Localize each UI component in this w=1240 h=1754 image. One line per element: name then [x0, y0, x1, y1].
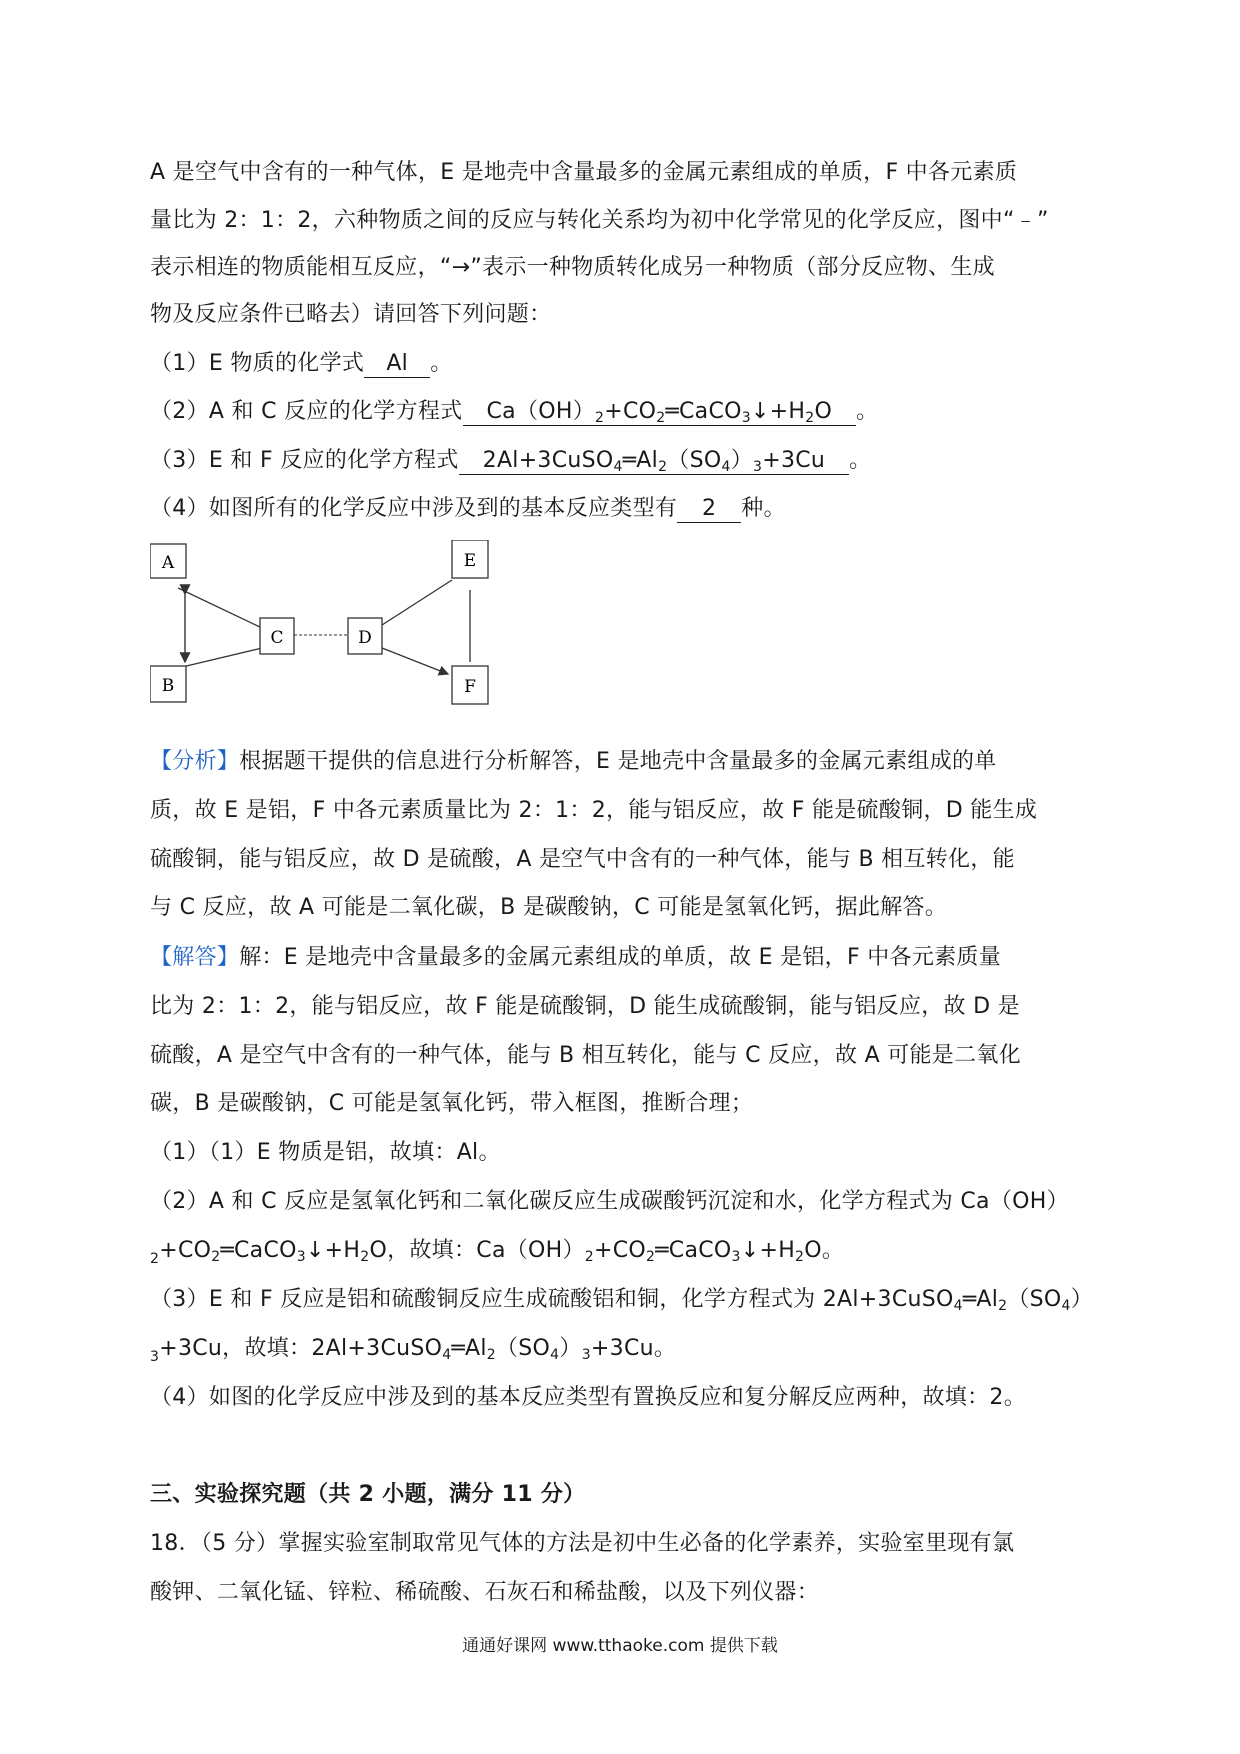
solution-line-1: 【解答】解：E 是地壳中含量最多的金属元素组成的单质，故 E 是铝，F 中各元素质量	[150, 945, 1002, 970]
arrow-d-f	[382, 648, 448, 674]
line-a-c	[178, 588, 262, 628]
question-3	[150, 446, 1100, 476]
box-d	[348, 618, 382, 654]
intro-line-2: 量比为 2：1：2，六种物质之间的反应与转化关系均为初中化学常见的化学反应，图中“﹣”	[150, 208, 1049, 233]
box-b	[150, 666, 186, 702]
line-b-c	[178, 648, 262, 668]
reaction-diagram	[150, 540, 510, 720]
box-c	[260, 618, 294, 654]
solution-step-1: （1）（1）E 物质是铝，故填：Al。	[150, 1140, 501, 1165]
question-3-answer: $2Al+3CuSO_4═Al_2(SO_4)_3+3Cu$	[459, 448, 850, 475]
question-2	[150, 397, 1100, 427]
analysis-line-4: 与 C 反应，故 A 可能是二氧化碳，B 是碳酸钠，C 可能是氢氧化钙，据此解答。	[150, 895, 948, 920]
box-a	[150, 544, 186, 578]
intro-line-3: 表示相连的物质能相互反应，“→”表示一种物质转化成另一种物质（部分反应物、生成	[150, 255, 995, 280]
section-3-heading: 三、实验探究题（共 2 小题，满分 11 分）	[150, 1482, 586, 1507]
analysis-line-3: 硫酸铜，能与铝反应，故 D 是硫酸，A 是空气中含有的一种气体，能与 B 相互转化，能	[150, 847, 1015, 872]
solution-step-2-line-2: $_2+CO_2═CaCO_3↓+H_2O$，故填：$Ca(OH)_2+CO_2═CaCO_3↓+H_2O$。	[150, 1238, 845, 1267]
box-e	[452, 540, 488, 578]
line-d-e	[382, 580, 452, 625]
intro-line-4: 物及反应条件已略去）请回答下列问题：	[150, 302, 552, 327]
question-18-line-1: 18．（5 分）掌握实验室制取常见气体的方法是初中生必备的化学素养，实验室里现有氯	[150, 1531, 1015, 1556]
svg-text:E: E	[463, 551, 477, 571]
solution-line-3: 硫酸，A 是空气中含有的一种气体，能与 B 相互转化，能与 C 反应，故 A 可能是二氧化	[150, 1043, 1022, 1068]
solution-line-2: 比为 2：1：2，能与铝反应，故 F 能是硫酸铜，D 能生成硫酸铜，能与铝反应，故 D 是	[150, 994, 1020, 1019]
solution-step-3-line-1: （3）E 和 F 反应是铝和硫酸铜反应生成硫酸铝和铜，化学方程式为 $2Al+3CuSO_4═Al_2(SO_4)$	[150, 1287, 1094, 1314]
analysis-line-1: 【分析】根据题干提供的信息进行分析解答，E 是地壳中含量最多的金属元素组成的单	[150, 749, 997, 774]
footer-credit: 通通好课网 www.tthaoke.com 提供下载	[462, 1636, 778, 1656]
question-4-prefix: （4）如图所有的化学反应中涉及到的基本反应类型有	[150, 496, 678, 521]
solution-step-2-line-1: （2）A 和 C 反应是氢氧化钙和二氧化碳反应生成碳酸钙沉淀和水，化学方程式为 Ca（OH）	[150, 1189, 1069, 1214]
question-4-answer: 2	[677, 496, 741, 523]
analysis-tag: 【分析】	[150, 749, 240, 774]
svg-text:C: C	[270, 628, 284, 648]
question-1-suffix: 。	[430, 351, 453, 376]
svg-text:D: D	[358, 628, 372, 648]
question-1	[150, 349, 1100, 379]
solution-step-3-line-2: $_3$+3Cu，故填：$2Al+3CuSO_4═Al_2(SO_4)_3+3Cu$。	[150, 1336, 677, 1365]
svg-text:B: B	[161, 676, 175, 696]
question-2-prefix: （2）A 和 C 反应的化学方程式	[150, 399, 463, 424]
question-2-suffix: 。	[856, 399, 879, 424]
intro-line-1: A 是空气中含有的一种气体，E 是地壳中含量最多的金属元素组成的单质，F 中各元素质	[150, 160, 1018, 185]
solution-line-4: 碳，B 是碳酸钠，C 可能是氢氧化钙，带入框图，推断合理；	[150, 1091, 754, 1116]
analysis-line-2: 质，故 E 是铝，F 中各元素质量比为 2：1：2，能与铝反应，故 F 能是硫酸铜，D 能生成	[150, 798, 1038, 823]
question-3-suffix: 。	[849, 448, 872, 473]
solution-tag: 【解答】	[150, 945, 240, 970]
box-f	[452, 666, 488, 704]
question-4-suffix: 种。	[741, 496, 786, 521]
question-2-answer: $Ca(OH)_2+CO_2═CaCO_3↓+H_2O$	[463, 399, 857, 426]
svg-text:F: F	[464, 677, 476, 697]
question-4	[150, 494, 1100, 524]
solution-step-4: （4）如图的化学反应中涉及到的基本反应类型有置换反应和复分解反应两种，故填：2。	[150, 1385, 1026, 1410]
question-18-line-2: 酸钾、二氧化锰、锌粒、稀硫酸、石灰石和稀盐酸，以及下列仪器：	[150, 1580, 820, 1605]
svg-text:A: A	[161, 553, 175, 573]
question-1-prefix: （1）E 物质的化学式	[150, 351, 365, 376]
question-3-prefix: （3）E 和 F 反应的化学方程式	[150, 448, 459, 473]
question-1-answer: Al	[364, 351, 430, 378]
